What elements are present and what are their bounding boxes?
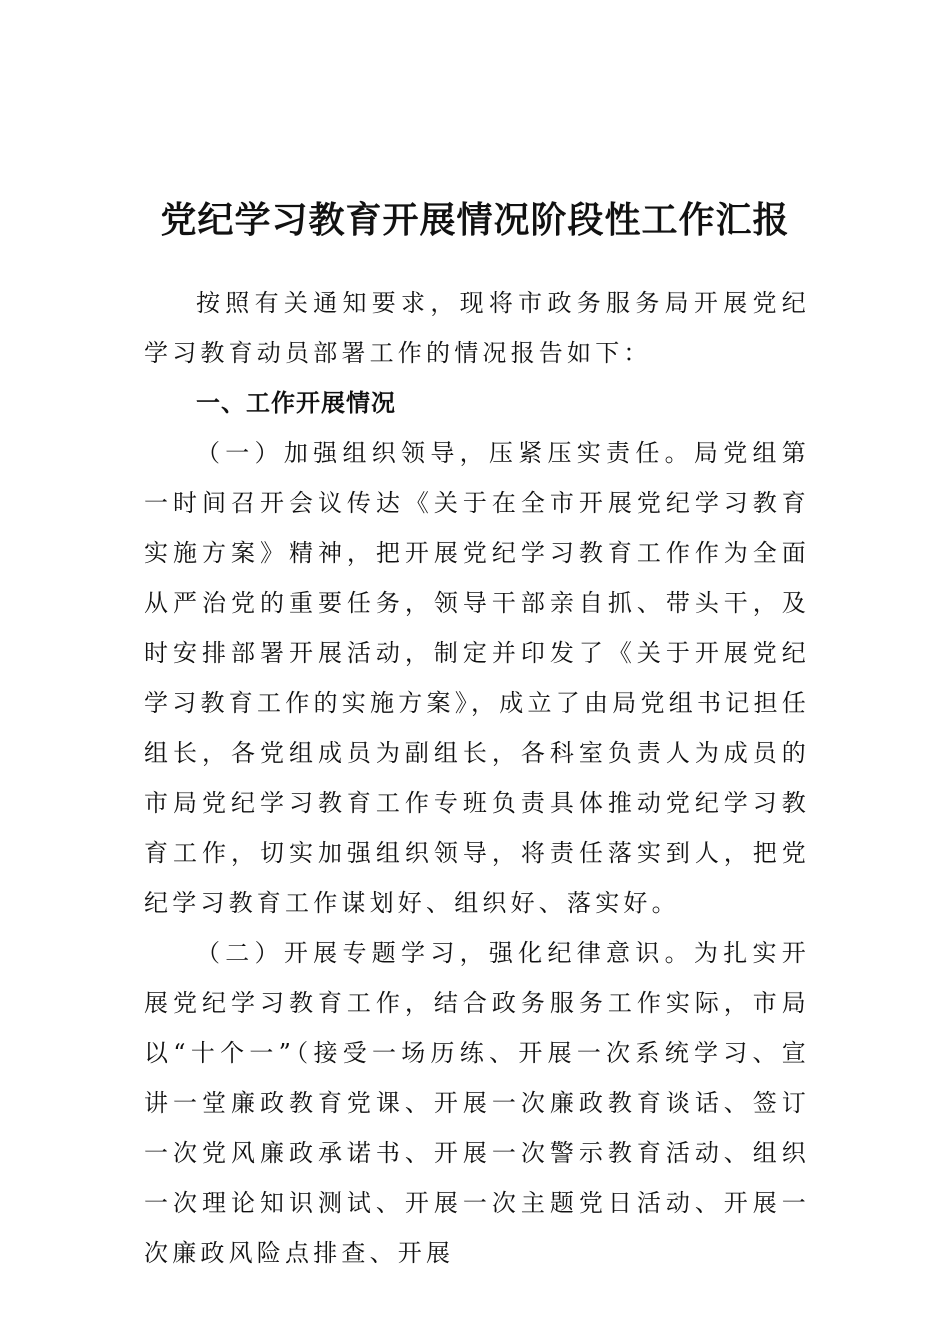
section-paragraph-1: （一）加强组织领导，压紧压实责任。局党组第一时间召开会议传达《关于在全市开展党纪学习教育实施方案》精神，把开展党纪学习教育工作作为全面从严治党的重要任务，领导干部亲自抓、带头干，及时安排部署开展活动，制定并印发了《关于开展党纪学习教育工作的实施方案》，成立了由局党组书记担任组长，各党组成员为副组长，各科室负责人为成员的市局党纪学习教育工作专班负责具体推动党纪学习教育工作，切实加强组织领导，将责任落实到人，把党纪学习教育工作谋划好、组织好、落实好。 (144, 439, 810, 917)
section-heading: 一、工作开展情况 (196, 389, 396, 417)
document-title: 党纪学习教育开展情况阶段性工作汇报 (160, 199, 790, 242)
section-paragraph-2: （二）开展专题学习，强化纪律意识。为扎实开展党纪学习教育工作，结合政务服务工作实际，市局以“十个一”（接受一场历练、开展一次系统学习、宣讲一堂廉政教育党课、开展一次廉政教育谈话、签订一次党风廉政承诺书、开展一次警示教育活动、组织一次理论知识测试、开展一次主题党日活动、开展一次廉政风险点排查、开展 (144, 939, 810, 1267)
intro-paragraph: 按照有关通知要求，现将市政务服务局开展党纪学习教育动员部署工作的情况报告如下： (144, 289, 810, 367)
